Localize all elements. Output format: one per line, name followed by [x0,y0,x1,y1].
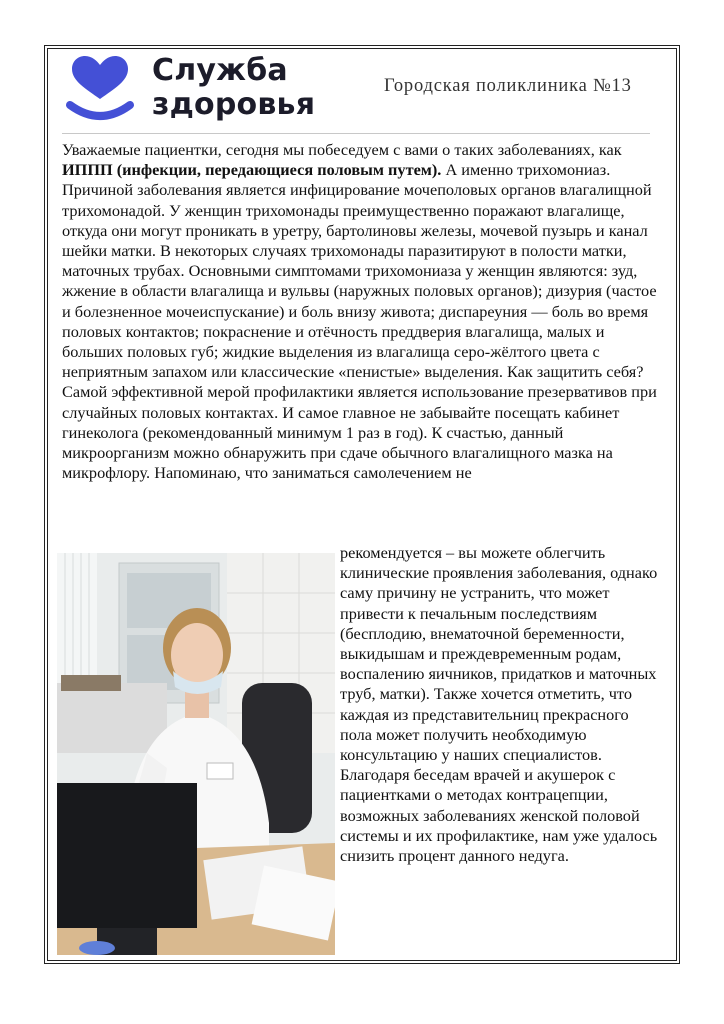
clinic-name: Городская поликлиника №13 [384,76,632,96]
brand-title [152,54,315,122]
brand-line-1: Служба [152,53,288,88]
heart-smile-icon [64,55,136,123]
article-part-2: А именно трихомониаз. Причиной заболевания является инфицирование мочеполовых органов влагалищной трихомонадой. У женщин трихомонады преимущественно поражают влагалище, откуда они могут проникать в уретру, бартолиновы железы, мочевой пузырь и канал шейки матки. В некоторых случаях трихомонады паразитируют в полости матки, маточных трубах. Основными симптомами трихомониаза у женщин являются: зуд, жжение в области влагалища и вульвы (наружных половых органов); дизурия (частое и болезненное мочеиспускание) и боль внизу живота; диспареуния — боль во время половых контактов; покраснение и отёчность преддверия влагалища, малых и больших половых губ; жидкие выделения из влагалища серо-жёлтого цвета с неприятным запахом или классические «пенистые» выделения. Как защитить себя? Самой эффективной мерой профилактики является использование презервативов при случайных половых контактах. И самое главное не забывайте посещать кабинет гинеколога (рекомендованный минимум 1 раз в год). К счастью, данный микроорганизм можно обнаружить при сдаче обычного влагалищного мазка на микрофлору. Напоминаю, что заниматься самолечением не [62,160,657,483]
article-text-beside-photo: рекомендуется – вы можете облегчить клинические проявления заболевания, однако саму причину не устранить, что может привести к печальным последствиям (бесплодию, внематочной беременности, выкидышам и преждевременным родам, воспалению яичников, придатков и маточных труб, матки). Также хочется отметить, что каждая из представительниц прекрасного пола может получить необходимую консультацию у наших специалистов. Благодаря беседам врачей и акушерок с пациентками о методах контрацепции, возможных заболеваниях женской половой системы и их профилактике, нам уже удалось снизить процент данного недуга. [340,543,658,866]
brand-line-2: здоровья [152,87,316,122]
article-part-1: Уважаемые пациентки, сегодня мы побеседуем с вами о таких заболеваниях, как [62,140,622,159]
article-text [62,140,660,483]
doctor-photo [57,553,335,955]
header-divider [62,133,650,134]
article-bold-term: ИППП (инфекции, передающиеся половым путем). [62,160,442,180]
